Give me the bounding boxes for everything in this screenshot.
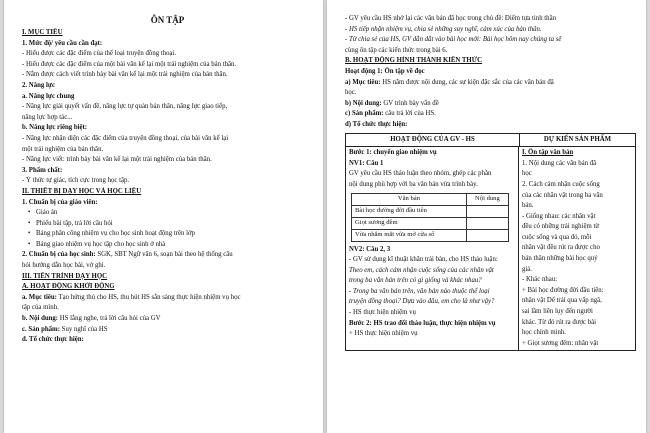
activity-step-line: trong ba văn bản trên có gì giống và khác nhau? [349, 277, 482, 285]
text-line: 1. Mức độ/ yêu cầu cần đạt: [22, 39, 103, 47]
expected-product-line: + Bài học đường đời đầu tiên: [522, 286, 604, 294]
text-line: c. Sản phẩm: Suy nghĩ của HS [22, 325, 108, 333]
activity-table-body [346, 147, 635, 350]
text-line: năng lực hợp tác... [22, 113, 73, 121]
text-line: cùng ôn tập các kiến thức trong bài 6. [345, 46, 448, 54]
text-line: - Năng lực nhận diện các đặc điểm của truyện đồng thoại, của bài văn kể lại [22, 134, 229, 142]
text-line: d) Tổ chức thực hiện: [345, 120, 408, 128]
expected-product-line: nhân vật Dế trải qua vấp ngã, [522, 297, 602, 305]
text-line: I. MỤC TIÊU [22, 29, 63, 36]
teacher-materials-list [22, 208, 313, 250]
text-line: b. Nội dung: HS lắng nghe, trả lời câu hỏi của GV [22, 315, 161, 323]
text-line: - Hiểu được các đặc điểm của thể loại truyện đồng thoại. [22, 50, 177, 58]
activity-step-line: Theo em, cách cảm nhận cuộc sống của các nhân vật [349, 266, 494, 274]
text-line: - Hiểu được các đặc điểm của một bài văn kể lại một trải nghiệm của bản thân. [22, 60, 237, 68]
section-activities [345, 14, 636, 131]
text-line: b. Năng lực riêng biệt: [22, 124, 88, 132]
expected-product-line: - Giống nhau: các nhân vật [522, 212, 596, 220]
activity-step-line: - HS thực hiện nhiệm vụ [349, 309, 416, 317]
expected-product-line: giá. [522, 265, 533, 273]
matching-row: Bài học đường đời đầu tiên [352, 205, 467, 217]
text-line: d. Tổ chức thực hiện: [22, 336, 84, 344]
header-expected-product: DỰ KIẾN SẢN PHẨM [543, 135, 612, 143]
text-line: c) Sản phẩm: câu trả lời của HS. [345, 110, 436, 118]
expected-product-line: sai lầm liên lụy đến người [522, 308, 593, 316]
text-line: Hoạt động 1: Ôn tập về đọc [345, 67, 425, 75]
matching-header-content: Nội dung [466, 193, 508, 205]
activity-step-line: GV yêu cầu HS thảo luận theo nhóm, ghép các phần [349, 170, 492, 178]
text-line: A. HOẠT ĐỘNG KHỞI ĐỘNG [22, 283, 115, 291]
document-page-right [327, 0, 646, 433]
text-line: học. [345, 89, 357, 97]
matching-cell-empty[interactable] [466, 229, 508, 241]
document-page-left [4, 0, 323, 433]
matching-table [351, 193, 509, 242]
activity-step-line: NV2: Câu 2, 3 [349, 245, 391, 253]
text-line: - Từ chia sẻ của HS, GV dẫn dắt vào bài học mới: Bài học hôm nay chúng ta sẽ [345, 36, 562, 44]
text-line: - GV yêu cầu HS nhớ lại các văn bản đã học trong chủ đề: Điểm tựa tinh thần [345, 15, 556, 22]
text-line: - Năng lực viết: trình bày bài văn kể lại một trải nghiệm của bản thân. [22, 156, 212, 164]
activity-step-line: truyện đồng thoại? Dựa vào đâu, em cho là như vậy? [349, 298, 495, 306]
text-line: - HS tiếp nhận nhiệm vụ, chia sẻ những suy nghĩ, cảm xúc của bản thân. [345, 25, 542, 33]
activity-step-line: Bước 1: chuyển giao nhiệm vụ [349, 149, 437, 157]
section-procedure [22, 250, 313, 345]
header-teacher-student: HOẠT ĐỘNG CỦA GV - HS [346, 134, 520, 147]
bullet-item: • Bảng phân công nhiệm vụ cho học sinh hoạt động trên lớp [22, 229, 313, 240]
expected-product-line: I. Ôn tập văn bản [522, 149, 574, 157]
document-title: ÔN TẬP [150, 15, 185, 25]
page-content [345, 14, 636, 351]
text-line: một trải nghiệm của bản thân. [22, 145, 104, 153]
expected-product-line: 2. Cách cảm nhận cuộc sống [522, 180, 600, 188]
expected-product-line: bản thân những bài học quý [522, 255, 598, 263]
text-line: - Nắm được cách viết trình bày bài văn kể lại một trải nghiệm của bản thân. [22, 71, 228, 79]
text-line: - Ý thức tự giác, tích cực trong học tập. [22, 177, 130, 185]
text-line: III. TIẾN TRÌNH DẠY HỌC [22, 272, 108, 280]
text-line: - Năng lực giải quyết vấn đề, năng lực tự quản bản thân, năng lực giao tiếp, [22, 103, 228, 111]
activity-step-line: - GV sử dụng kĩ thuật khăn trải bàn, cho HS thảo luận: [349, 256, 498, 264]
text-line: tập của mình. [22, 304, 59, 312]
activity-step-line: nội dung phù hợp với ba văn bản vừa trình bày. [349, 180, 478, 188]
text-line: a. Mục tiêu: Tạo hứng thú cho HS, thu hút HS sẵn sàng thực hiện nhiệm vụ học [22, 293, 241, 301]
matching-row: Giọt sương đêm [352, 217, 467, 229]
bullet-item: • Bảng giao nhiệm vụ học tập cho học sinh ở nhà [22, 240, 313, 251]
matching-cell-empty[interactable] [466, 205, 508, 217]
expected-product-line: - Khác nhau: [522, 276, 558, 284]
text-line: a. Năng lực chung [22, 92, 75, 100]
bullet-item: • Phiếu bài tập, trả lời câu hỏi [22, 219, 313, 230]
expected-product-line: học chính mình. [522, 329, 566, 337]
matching-row: Vừa nhắm mắt vừa mở cửa sổ [352, 229, 467, 241]
activity-table [345, 133, 636, 352]
teacher-student-column [346, 147, 519, 350]
activity-step-line: - Trong ba văn bản trên, văn bản nào thuộc thể loại [349, 287, 490, 295]
text-line: 3. Phẩm chất: [22, 166, 63, 174]
page-content [22, 14, 313, 346]
expected-product-line: đều có những trải nghiệm từ [522, 223, 600, 231]
expected-product-line: khác. Từ đó rút ra được bài [522, 318, 597, 326]
matching-header-text: Văn bản [352, 193, 467, 205]
activity-step-line: + HS thực hiện nhiệm vụ [349, 330, 418, 338]
matching-cell-empty[interactable] [466, 217, 508, 229]
text-line: a) Mục tiêu: HS nắm được nội dung, các sự kiện đặc sắc của các văn bản đã [345, 78, 554, 86]
expected-product-line: 1. Nội dung các văn bản đã [522, 159, 597, 167]
expected-product-line: học [522, 170, 532, 178]
text-line: b) Nội dung: GV trình bày vấn đề [345, 99, 439, 107]
text-line: 2. Chuẩn bị của học sinh: SGK, SBT Ngữ văn 6, soạn bài theo hệ thống câu [22, 251, 233, 259]
text-line: B. HOẠT ĐỘNG HÌNH THÀNH KIẾN THỨC [345, 57, 483, 65]
bullet-item: • Giáo án [22, 208, 313, 219]
expected-product-line: + Giọt sương đêm: nhân vật [522, 339, 599, 347]
activity-step-line: Bước 2: HS trao đổi thảo luận, thực hiện nhiệm vụ [349, 319, 496, 327]
text-line: II. THIẾT BỊ DẠY HỌC VÀ HỌC LIỆU [22, 187, 142, 195]
activity-step-line: NV1: Câu 1 [349, 159, 384, 167]
expected-product-column [519, 147, 635, 350]
section-objectives [22, 28, 313, 208]
activity-table-header [346, 134, 635, 148]
text-line: 1. Chuẩn bị của giáo viên: [22, 198, 98, 206]
expected-product-line: nhân vật đều rút ra được cho [522, 244, 600, 252]
expected-product-line: của các nhân vật trong ba văn [522, 191, 603, 199]
text-line: 2. Năng lực [22, 81, 55, 89]
expected-product-line: cuộc sống và qua đó, mỗi [522, 233, 592, 241]
expected-product-line: bản. [522, 202, 534, 210]
text-line: hỏi hướng dẫn học bài, vở ghi. [22, 262, 106, 270]
